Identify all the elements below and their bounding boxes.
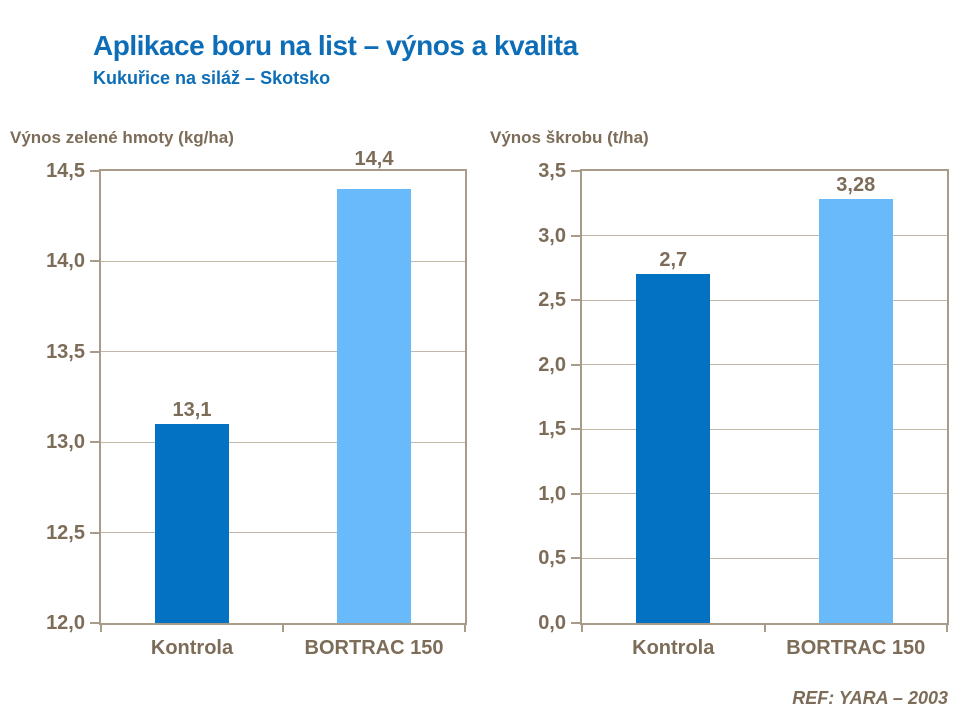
slide-title: Aplikace boru na list – výnos a kvalita: [93, 30, 578, 61]
chart-starch-yield: [480, 125, 960, 685]
y-axis-tick-mark: [571, 557, 580, 559]
y-axis-tick-mark: [571, 235, 580, 237]
footer-reference: REF: YARA – 2003: [792, 688, 948, 708]
y-tick-label: 2,5: [538, 289, 566, 312]
category-label: Kontrola: [632, 637, 715, 659]
y-tick-label: 14,5: [46, 160, 85, 182]
y-tick-label: 3,5: [538, 160, 566, 182]
y-axis-tick-mark: [90, 532, 99, 534]
y-tick-label: 1,0: [538, 482, 566, 505]
bar-value-label: 13,1: [172, 399, 212, 422]
category-label: Kontrola: [150, 637, 234, 659]
y-tick-label: 13,0: [46, 431, 85, 454]
bar-value-label: 14,4: [354, 148, 394, 170]
x-axis-tick-mark: [946, 625, 948, 632]
y-tick-label: 12,0: [46, 612, 85, 634]
y-axis-tick-mark: [571, 299, 580, 301]
bar: [819, 199, 893, 623]
y-axis-tick-mark: [90, 170, 99, 172]
y-tick-label: 2,0: [538, 353, 566, 376]
chart-green-mass-yield: [0, 125, 480, 685]
x-axis-tick-mark: [282, 625, 284, 632]
x-axis-tick-mark: [581, 625, 583, 632]
y-tick-label: 13,5: [46, 340, 85, 363]
y-axis-tick-mark: [571, 428, 580, 430]
x-axis-tick-mark: [764, 625, 766, 632]
bar: [337, 189, 411, 623]
category-label: BORTRAC 150: [786, 637, 926, 659]
y-axis-tick-mark: [571, 364, 580, 366]
y-tick-label: 1,5: [538, 418, 566, 441]
y-tick-label: 0,5: [538, 547, 566, 570]
bar: [155, 424, 229, 623]
y-axis-tick-mark: [571, 170, 580, 172]
y-axis-tick-mark: [571, 622, 580, 624]
bar-value-label: 3,28: [836, 174, 876, 197]
plot-area-green-mass: [0, 125, 480, 685]
y-axis-tick-mark: [90, 441, 99, 443]
chart-title-green-mass: Výnos zelené hmoty (kg/ha): [10, 128, 234, 147]
plot-area-starch: [480, 125, 960, 685]
y-tick-label: 12,5: [46, 521, 85, 544]
bar: [636, 274, 710, 623]
y-axis-tick-mark: [571, 493, 580, 495]
y-tick-label: 0,0: [538, 612, 566, 634]
slide-subtitle: Kukuřice na siláž – Skotsko: [93, 68, 331, 88]
x-axis-tick-mark: [100, 625, 102, 632]
y-axis-tick-mark: [90, 622, 99, 624]
y-tick-label: 3,0: [538, 224, 566, 247]
y-axis-tick-mark: [90, 351, 99, 353]
y-axis-tick-mark: [90, 260, 99, 262]
x-axis-tick-mark: [464, 625, 466, 632]
y-tick-label: 14,0: [46, 250, 85, 273]
category-label: BORTRAC 150: [304, 637, 444, 659]
chart-title-starch: Výnos škrobu (t/ha): [490, 128, 649, 147]
bar-value-label: 2,7: [659, 249, 688, 272]
